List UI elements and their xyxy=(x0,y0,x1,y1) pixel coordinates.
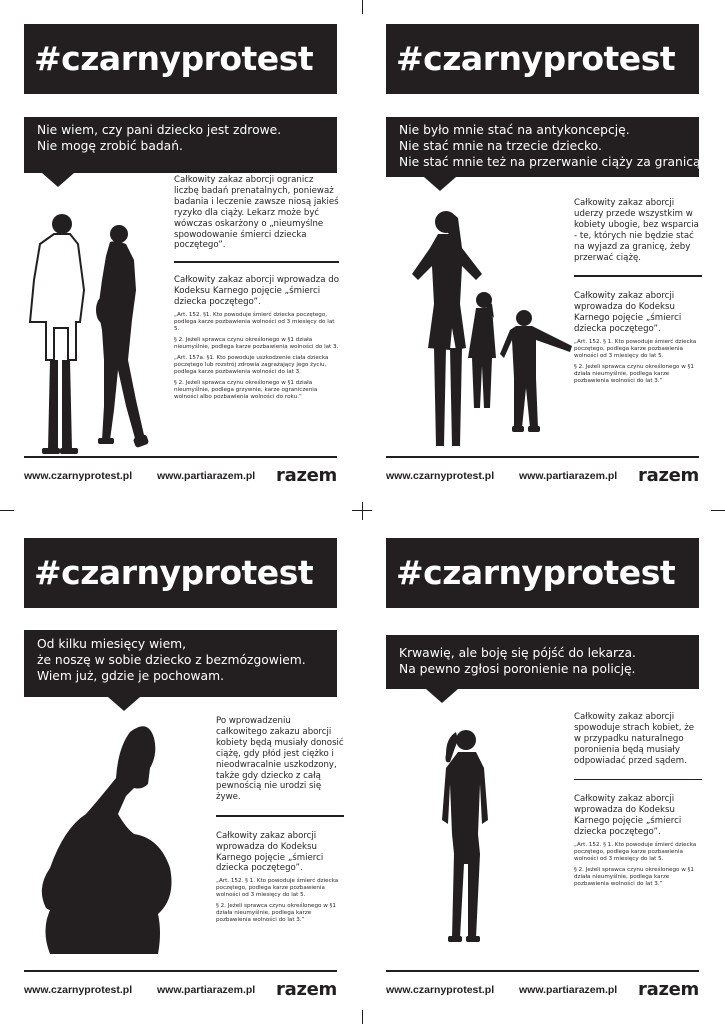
link-partiarazem[interactable]: www.partiarazem.pl xyxy=(519,470,618,482)
quote-line: Nie mogę zrobić badań. xyxy=(37,139,183,153)
divider xyxy=(174,261,339,263)
link-partiarazem[interactable]: www.partiarazem.pl xyxy=(157,984,256,996)
text-column xyxy=(574,712,702,892)
poster-panel-3 xyxy=(24,538,344,1008)
link-partiarazem[interactable]: www.partiarazem.pl xyxy=(519,984,618,996)
law-paragraph: „Art. 157a. §1. Kto powoduje uszkodzenie ciała dziecka poczętego lub rozstrój zdrowia zagrażający jego życiu, podlega karze pozbawienia wolności do lat 3. xyxy=(174,354,329,375)
link-czarnyprotest[interactable]: www.czarnyprotest.pl xyxy=(24,984,133,996)
link-czarnyprotest[interactable]: www.czarnyprotest.pl xyxy=(24,470,133,482)
quote-line: Krwawię, ale boję się pójść do lekarza. xyxy=(399,646,636,660)
footer xyxy=(386,979,699,1003)
footer xyxy=(24,979,337,1003)
text-column xyxy=(216,716,344,928)
link-czarnyprotest[interactable]: www.czarnyprotest.pl xyxy=(386,470,495,482)
law-paragraph: „Art. 152. § 1. Kto powoduje śmierć dziecka poczętego, podlega karze pozbawienia wolności od 3 miesięcy do lat 5. xyxy=(574,841,697,862)
argument-text: Całkowity zakaz aborcji wprowadza do Kodeksu Karnego pojęcie „śmierci dziecka poczętego”. xyxy=(174,274,339,307)
law-quote xyxy=(574,339,702,385)
crop-mark xyxy=(362,0,363,14)
quote-line: że noszę w sobie dziecko z bezmózgowiem. xyxy=(37,653,306,667)
hashtag-header: #czarnyprotest xyxy=(24,538,337,608)
razem-logo: razem xyxy=(638,465,699,486)
footer-divider xyxy=(24,970,337,972)
link-partiarazem[interactable]: www.partiarazem.pl xyxy=(157,470,256,482)
divider xyxy=(216,815,344,817)
argument-text: Całkowity zakaz aborcji wprowadza do Kodeksu Karnego pojęcie „śmierci dziecka poczętego”. xyxy=(574,290,682,334)
razem-logo: razem xyxy=(638,979,699,1000)
doctor-patient-silhouette-icon xyxy=(24,210,174,456)
razem-logo: razem xyxy=(276,979,337,1000)
divider xyxy=(574,779,702,781)
quote-line: Nie wiem, czy pani dziecko jest zdrowe. xyxy=(37,123,282,137)
argument-text: Po wprowadzeniu całkowitego zakazu aborcji kobiety będą musiały donosić ciążę, gdy płód jest ciężko i nieodwracalnie uszkodzony, także gdy dziecko z całą pewnością nie urodzi się żywe. xyxy=(216,716,344,803)
law-paragraph: § 2. Jeżeli sprawca czynu określonego w §1 działa nieumyślnie, podlega grzywnie, karze ograniczenia wolności albo pozbawienia wolności do roku.” xyxy=(174,379,318,400)
quote-bubble xyxy=(386,117,705,177)
quote-line: Nie było mnie stać na antykoncepcję. xyxy=(399,123,630,137)
quote-line: Wiem już, gdzie je pochowam. xyxy=(37,669,224,683)
law-paragraph: § 2. Jeżeli sprawca czynu określonego w §1 działa nieumyślnie, podlega karze pozbawienia wolności do lat 3.” xyxy=(574,866,694,887)
crop-mark xyxy=(352,510,372,511)
law-paragraph: „Art. 152. §1. Kto powoduje śmierć dziecka poczętego, podlega karze pozbawienia wolności od 3 miesięcy do lat 5. xyxy=(174,311,335,332)
law-quote xyxy=(574,842,702,888)
crop-mark xyxy=(711,510,725,511)
link-czarnyprotest[interactable]: www.czarnyprotest.pl xyxy=(386,984,495,996)
poster-panel-4 xyxy=(386,538,701,1008)
text-column xyxy=(174,175,339,405)
crop-mark xyxy=(362,502,363,520)
argument-text: Całkowity zakaz aborcji ogranicz liczbę badań prenatalnych, ponieważ badania i leczenie zawsze niosą jakieś ryzyko dla ciąży. Lekarz może być wówczas oskarżony o „nieumyślne spowodowanie śmierci dziecka poczętego”. xyxy=(174,175,339,251)
quote-bubble xyxy=(386,635,699,689)
law-quote xyxy=(174,312,339,401)
hashtag-header: #czarnyprotest xyxy=(24,24,337,94)
law-paragraph: § 2. Jeżeli sprawca czynu określonego w §1 działa nieumyślnie, podlega karze pozbawienia wolności do lat 3.” xyxy=(574,363,694,384)
argument-text: Całkowity zakaz aborcji wprowadza do Kodeksu Karnego pojęcie „śmierci dziecka poczętego”. xyxy=(574,794,682,837)
crop-mark xyxy=(362,1010,363,1024)
hashtag-header: #czarnyprotest xyxy=(386,538,699,608)
footer-divider xyxy=(386,456,699,458)
text-column xyxy=(574,198,702,389)
quote-bubble xyxy=(24,117,337,173)
hashtag-header: #czarnyprotest xyxy=(386,24,699,94)
law-paragraph: § 2. Jeżeli sprawca czynu określonego w §1 działa nieumyślnie, podlega karze pozbawienia wolności do lat 3.” xyxy=(216,903,336,924)
quote-bubble xyxy=(24,630,337,697)
law-paragraph: „Art. 152. § 1. Kto powoduje śmierć dziecka poczętego, podlega karze pozbawienia wolności od 3 miesięcy do lat 5. xyxy=(574,338,697,359)
quote-line: Na pewno zgłosi poronienie na policję. xyxy=(399,662,636,676)
law-paragraph: „Art. 152. § 1. Kto powoduje śmierć dziecka poczętego, podlega karze pozbawienia wolności od 3 miesięcy do lat 5. xyxy=(216,878,339,899)
divider xyxy=(574,275,702,277)
law-paragraph: § 2. Jeżeli sprawca czynu określonego w §1 działa nieumyślnie, podlega karze pozbawienia wolności do lat 3. xyxy=(174,336,339,350)
mother-children-silhouette-icon xyxy=(396,208,576,454)
poster-panel-1 xyxy=(24,24,339,494)
law-quote xyxy=(216,878,344,924)
argument-text: Całkowity zakaz aborcji spowoduje strach kobiet, że w przypadku naturalnego poronienia będą musiały odpowiadać przed sądem. xyxy=(574,712,695,766)
footer-divider xyxy=(386,970,699,972)
footer xyxy=(24,465,337,489)
argument-text: Całkowity zakaz aborcji uderzy przede wszystkim w kobiety ubogie, bez wsparcia - te, których nie będzie stać na wyjazd za granicę, żeby przerwać ciążę. xyxy=(574,198,699,263)
crop-mark xyxy=(0,510,14,511)
quote-line: Nie stać mnie też na przerwanie ciąży za granicą. xyxy=(399,155,705,169)
poster-panel-2 xyxy=(386,24,705,494)
standing-woman-silhouette-icon xyxy=(426,724,516,954)
argument-text: Całkowity zakaz aborcji wprowadza do Kodeksu Karnego pojęcie „śmierci dziecka poczętego”. xyxy=(216,830,324,874)
razem-logo: razem xyxy=(276,465,337,486)
footer-divider xyxy=(24,456,337,458)
pregnant-woman-silhouette-icon xyxy=(30,718,210,964)
quote-line: Od kilku miesięcy wiem, xyxy=(37,637,187,651)
footer xyxy=(386,465,699,489)
quote-line: Nie stać mnie na trzecie dziecko. xyxy=(399,139,602,153)
